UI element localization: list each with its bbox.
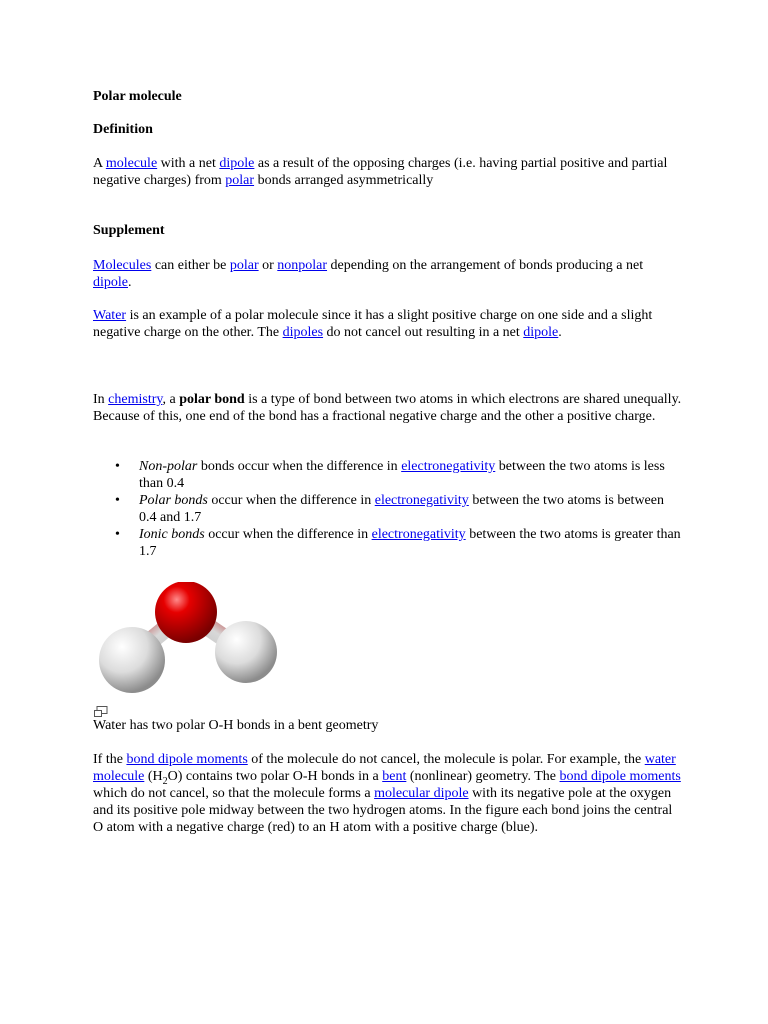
oxygen-atom [155,582,217,643]
link-dipole[interactable]: dipole [523,325,559,340]
list-item: • Polar bonds occur when the difference in electronegativity between the two atoms is between 0.4 and 1.7 [115,493,664,525]
hydrogen-atom-right [215,621,277,683]
polar-bond-paragraph: In chemistry, a polar bond is a type of bond between two atoms in which electrons are shared unequally. Because of this, one end of the bond has a fractional negative charge and the other a positive charge. [93,392,682,424]
link-polar[interactable]: polar [225,173,255,188]
link-electronegativity[interactable]: electronegativity [374,493,469,508]
link-nonpolar[interactable]: nonpolar [277,258,328,273]
list-item: • Ionic bonds occur when the difference in electronegativity between the two atoms is greater than 1.7 [115,527,681,559]
link-dipole[interactable]: dipole [219,156,255,171]
definition-heading: Definition [93,122,153,137]
link-electronegativity[interactable]: electronegativity [371,527,466,542]
link-bent[interactable]: bent [382,769,407,784]
dipole-paragraph: If the bond dipole moments of the molecule do not cancel, the molecule is polar. For example, the water molecule $(H_2O)$ contains two polar O-H bonds in a bent (nonlinear) geometry. The bond dipole moments which do not cancel, so that the molecule forms a molecular dipole with its negative pole at the oxygen and its positive pole midway between the two hydrogen atoms. In the figure each bond joins the central O atom with a negative charge (red) to an H atom with a positive charge (blue). [93,752,681,835]
link-bond-dipole-moments[interactable]: bond dipole moments [559,769,681,784]
link-electronegativity[interactable]: electronegativity [401,459,496,474]
link-water-molecule[interactable]: water molecule [93,752,676,784]
link-dipoles[interactable]: dipoles [282,325,324,340]
supplement-paragraph-1: Molecules can either be polar or nonpolar depending on the arrangement of bonds producing a net dipole. [93,258,644,290]
supplement-paragraph-2: Water is an example of a polar molecule since it has a slight positive charge on one side and a slight negative charge on the other. The dipoles do not cancel out resulting in a net dipole. [93,308,653,340]
link-bond-dipole-moments[interactable]: bond dipole moments [126,752,248,767]
page-title: Polar molecule [93,89,182,104]
supplement-heading: Supplement [93,223,165,238]
list-item: • Non-polar bonds occur when the difference in electronegativity between the two atoms is less than 0.4 [115,459,665,491]
figure-caption: Water has two polar O-H bonds in a bent geometry [93,718,379,733]
link-water[interactable]: Water [93,308,127,323]
link-chemistry[interactable]: chemistry [108,392,163,407]
link-dipole[interactable]: dipole [93,275,128,290]
hydrogen-atom-left [99,627,165,693]
link-molecules[interactable]: Molecules [93,258,152,273]
definition-paragraph: A molecule with a net dipole as a result of the opposing charges (i.e. having partial positive and partial negative charges) from polar bonds arranged asymmetrically [93,156,668,188]
link-molecular-dipole[interactable]: molecular dipole [374,786,469,801]
water-molecule-image [98,582,280,694]
link-polar[interactable]: polar [229,258,259,273]
bond-type-list [93,458,683,560]
link-molecule[interactable]: molecule [105,156,158,171]
